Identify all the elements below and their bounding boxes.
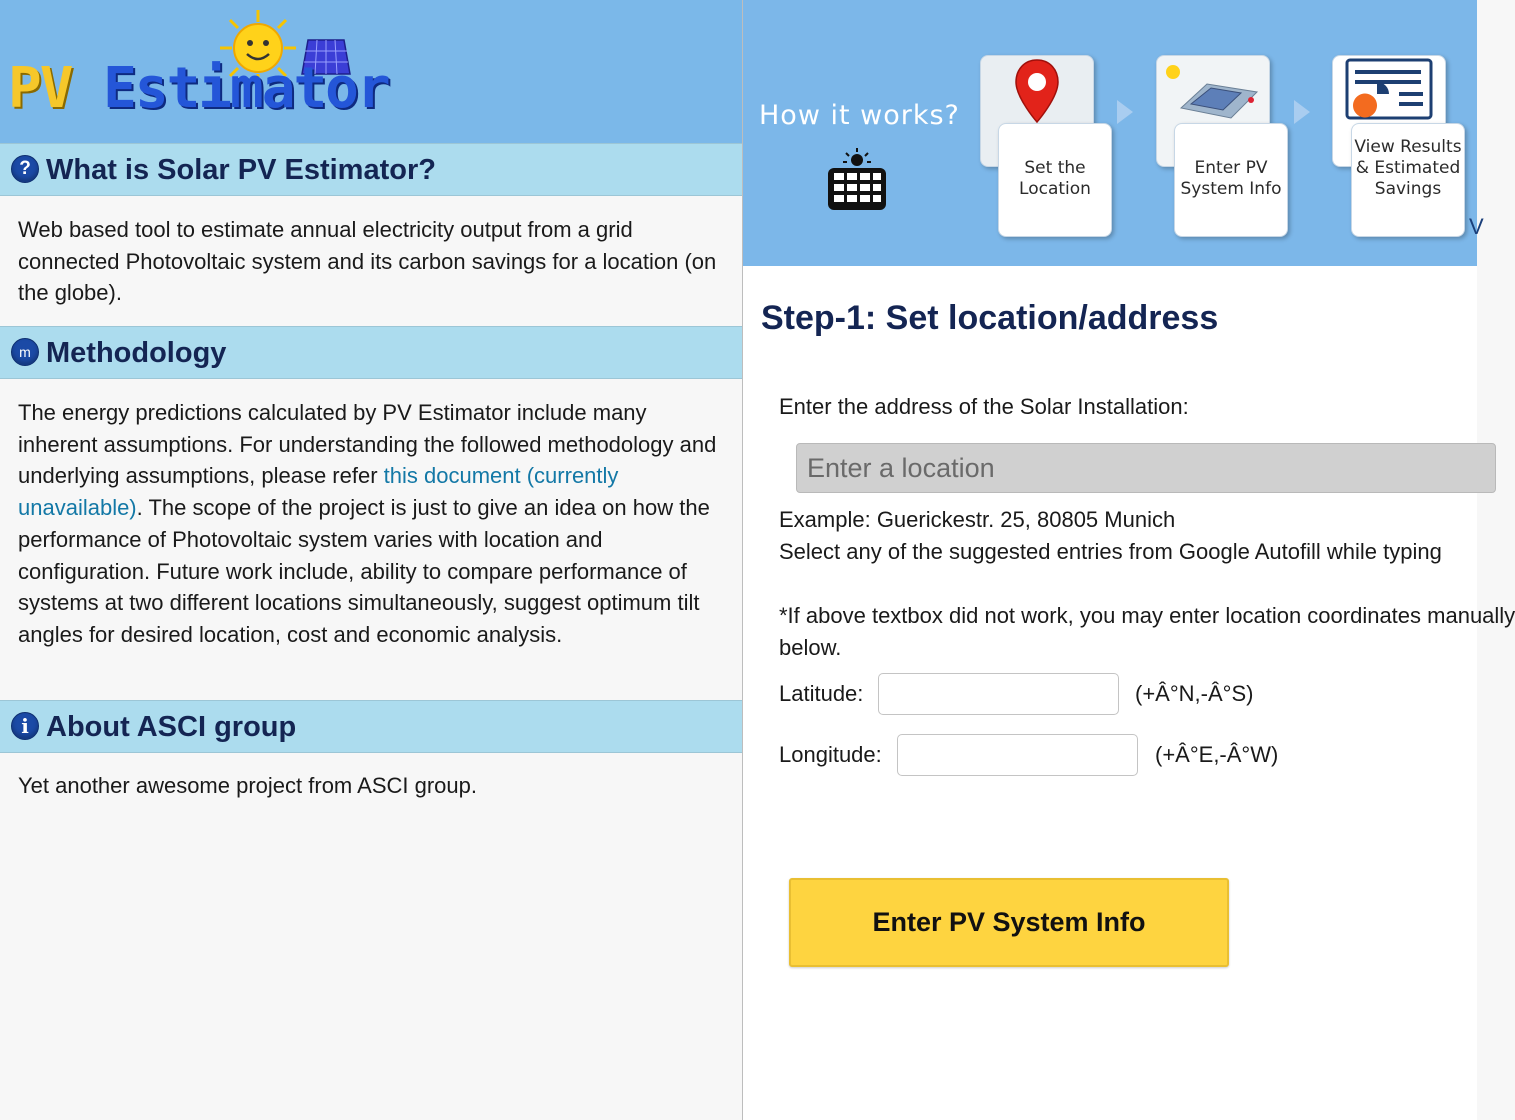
- address-example: Example: Guerickestr. 25, 80805 Munich: [779, 507, 1176, 532]
- logo-text-estimator: Estimator: [103, 56, 389, 121]
- info-icon: i: [11, 712, 39, 740]
- step-card-set-location: [998, 123, 1112, 237]
- map-pin-icon: [1013, 58, 1061, 124]
- logo-band: [0, 0, 742, 144]
- arrow-right-icon: [1294, 100, 1310, 124]
- section-header-what: [0, 143, 742, 196]
- latitude-input[interactable]: [878, 673, 1119, 715]
- section-body-about: Yet another awesome project from ASCI group.: [18, 773, 477, 798]
- latitude-unit: (+Â°N,-Â°S): [1135, 681, 1254, 706]
- address-input[interactable]: [796, 443, 1496, 493]
- question-icon: ?: [11, 155, 39, 183]
- methodology-icon: m: [11, 338, 39, 366]
- info-panel: [0, 0, 743, 1120]
- app-logo[interactable]: [8, 0, 389, 140]
- section-body-what: Web based tool to estimate annual electricity output from a grid connected Photovoltaic system and its carbon savings for a location (on the globe).: [18, 217, 717, 306]
- methodology-text-end: . The scope of the project is just to give an idea on how the performance of Photovoltaic system varies with location and configuration. Future work include, ability to compare performance of systems at two different locations simultaneously, suggest optimum tilt angles for desired location, cost and economic analysis.: [18, 495, 710, 647]
- fallback-note-line1: *If above textbox did not work, you may enter location coordinates manually: [779, 603, 1515, 628]
- section-header-methodology: [0, 326, 742, 379]
- step-title: Step-1: Set location/address: [761, 299, 1219, 337]
- section-title-about: About ASCI group: [46, 711, 297, 743]
- enter-pv-system-info-button[interactable]: Enter PV System Info: [789, 878, 1229, 967]
- section-header-about: [0, 700, 742, 753]
- fallback-note-line2: below.: [779, 635, 842, 660]
- cut-off-letter: V: [1469, 214, 1484, 239]
- address-label: Enter the address of the Solar Installation:: [779, 394, 1189, 419]
- report-icon: [1341, 58, 1437, 120]
- logo-text-pv: PV: [8, 56, 72, 121]
- arrow-right-icon: [1117, 100, 1133, 124]
- section-body-methodology: [18, 397, 730, 651]
- step-label-enter-pv: Enter PV System Info: [1180, 158, 1282, 199]
- latitude-label: Latitude:: [779, 681, 864, 706]
- how-it-works-banner: [743, 0, 1484, 266]
- longitude-label: Longitude:: [779, 742, 882, 767]
- methodology-text-start: The energy predictions calculated by PV Estimator include many inherent assumptions. For understanding the followed methodology and underlying assumptions, please refer: [18, 400, 717, 489]
- section-title-what: What is Solar PV Estimator?: [46, 154, 436, 186]
- methodology-document-link[interactable]: this document (currently unavailable): [18, 463, 619, 521]
- step-card-enter-pv: [1174, 123, 1288, 237]
- solar-house-icon: [1161, 58, 1265, 124]
- calculator-icon: [825, 148, 889, 212]
- longitude-input[interactable]: [897, 734, 1138, 776]
- main-panel: [743, 0, 1515, 1120]
- longitude-unit: (+Â°E,-Â°W): [1155, 742, 1279, 767]
- autofill-hint: Select any of the suggested entries from Google Autofill while typing: [779, 539, 1442, 564]
- section-title-methodology: Methodology: [46, 337, 227, 369]
- step-card-view-results: [1351, 123, 1465, 237]
- how-it-works-title: How it works?: [759, 100, 960, 131]
- step-label-set-location: Set the Location: [1019, 158, 1091, 199]
- step-label-view-results: View Results & Estimated Savings: [1354, 137, 1462, 199]
